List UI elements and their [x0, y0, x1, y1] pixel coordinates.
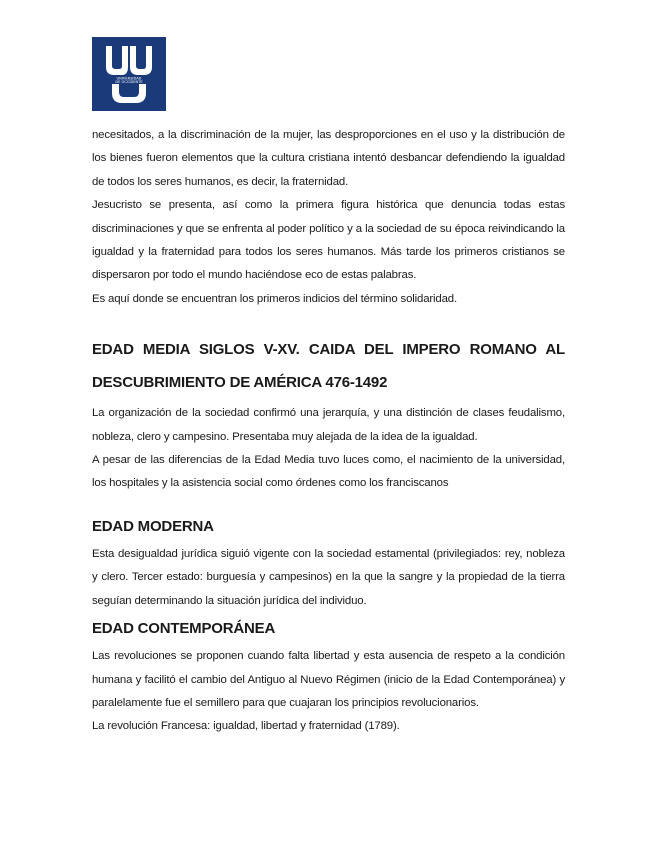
logo-caption-line2: DE OCCIDENTE: [115, 80, 143, 84]
university-logo: [92, 37, 166, 111]
intro-paragraph-3: Es aquí donde se encuentran los primeros indicios del término solidaridad.: [92, 292, 458, 305]
edad-contemporanea-paragraph-2: La revolución Francesa: igualdad, libertad y fraternidad (1789).: [92, 720, 400, 733]
edad-media-paragraph-1: La organización de la sociedad confirmó una jerarquía, y una distinción de clases feudalismo, nobleza, clero y campesino. Presentaba muy alejada de la idea de la igualdad.: [92, 407, 565, 443]
heading-edad-media: EDAD MEDIA SIGLOS V-XV. CAIDA DEL IMPERO ROMANO AL DESCUBRIMIENTO DE AMÉRICA 476-1492: [92, 341, 565, 392]
edad-moderna-paragraph-1: Esta desigualdad jurídica siguió vigente con la sociedad estamental (privilegiados: rey, nobleza y clero. Tercer estado: burguesía y campesinos) en la que la sangre y la propiedad de la tierra seguían determinando la situación jurídica del individuo.: [92, 547, 565, 607]
edad-contemporanea-paragraph-1: Las revoluciones se proponen cuando falta libertad y esta ausencia de respeto a la condición humana y facilitó el cambio del Antiguo al Nuevo Régimen (inicio de la Edad Contemporánea) y paralelamente fue el semillero para que cuajaran los principios revolucionarios.: [92, 650, 565, 709]
document-body: [92, 124, 565, 739]
intro-paragraph-2: Jesucristo se presenta, así como la primera figura histórica que denuncia todas estas discriminaciones y que se enfrenta al poder político y a la sociedad de su época reivindicando la igualdad y la fraternidad para todos los seres humanos. Más tarde los primeros cristianos se dispersaron por todo el mundo haciéndose eco de estas palabras.: [92, 199, 565, 282]
university-logo-icon: [92, 37, 166, 111]
heading-edad-moderna: EDAD MODERNA: [92, 517, 214, 535]
heading-edad-contemporanea: EDAD CONTEMPORÁNEA: [92, 620, 276, 638]
logo-caption-line1: UNIVERSIDAD: [116, 76, 142, 81]
intro-paragraph-1: necesitados, a la discriminación de la mujer, las desproporciones en el uso y la distribución de los bienes fueron elementos que la cultura cristiana intentó desbancar defendiendo la igualdad de todos los seres humanos, es decir, la fraternidad.: [92, 129, 565, 188]
edad-media-paragraph-2: A pesar de las diferencias de la Edad Media tuvo luces como, el nacimiento de la universidad, los hospitales y la asistencia social como órdenes como los franciscanos: [92, 454, 565, 490]
